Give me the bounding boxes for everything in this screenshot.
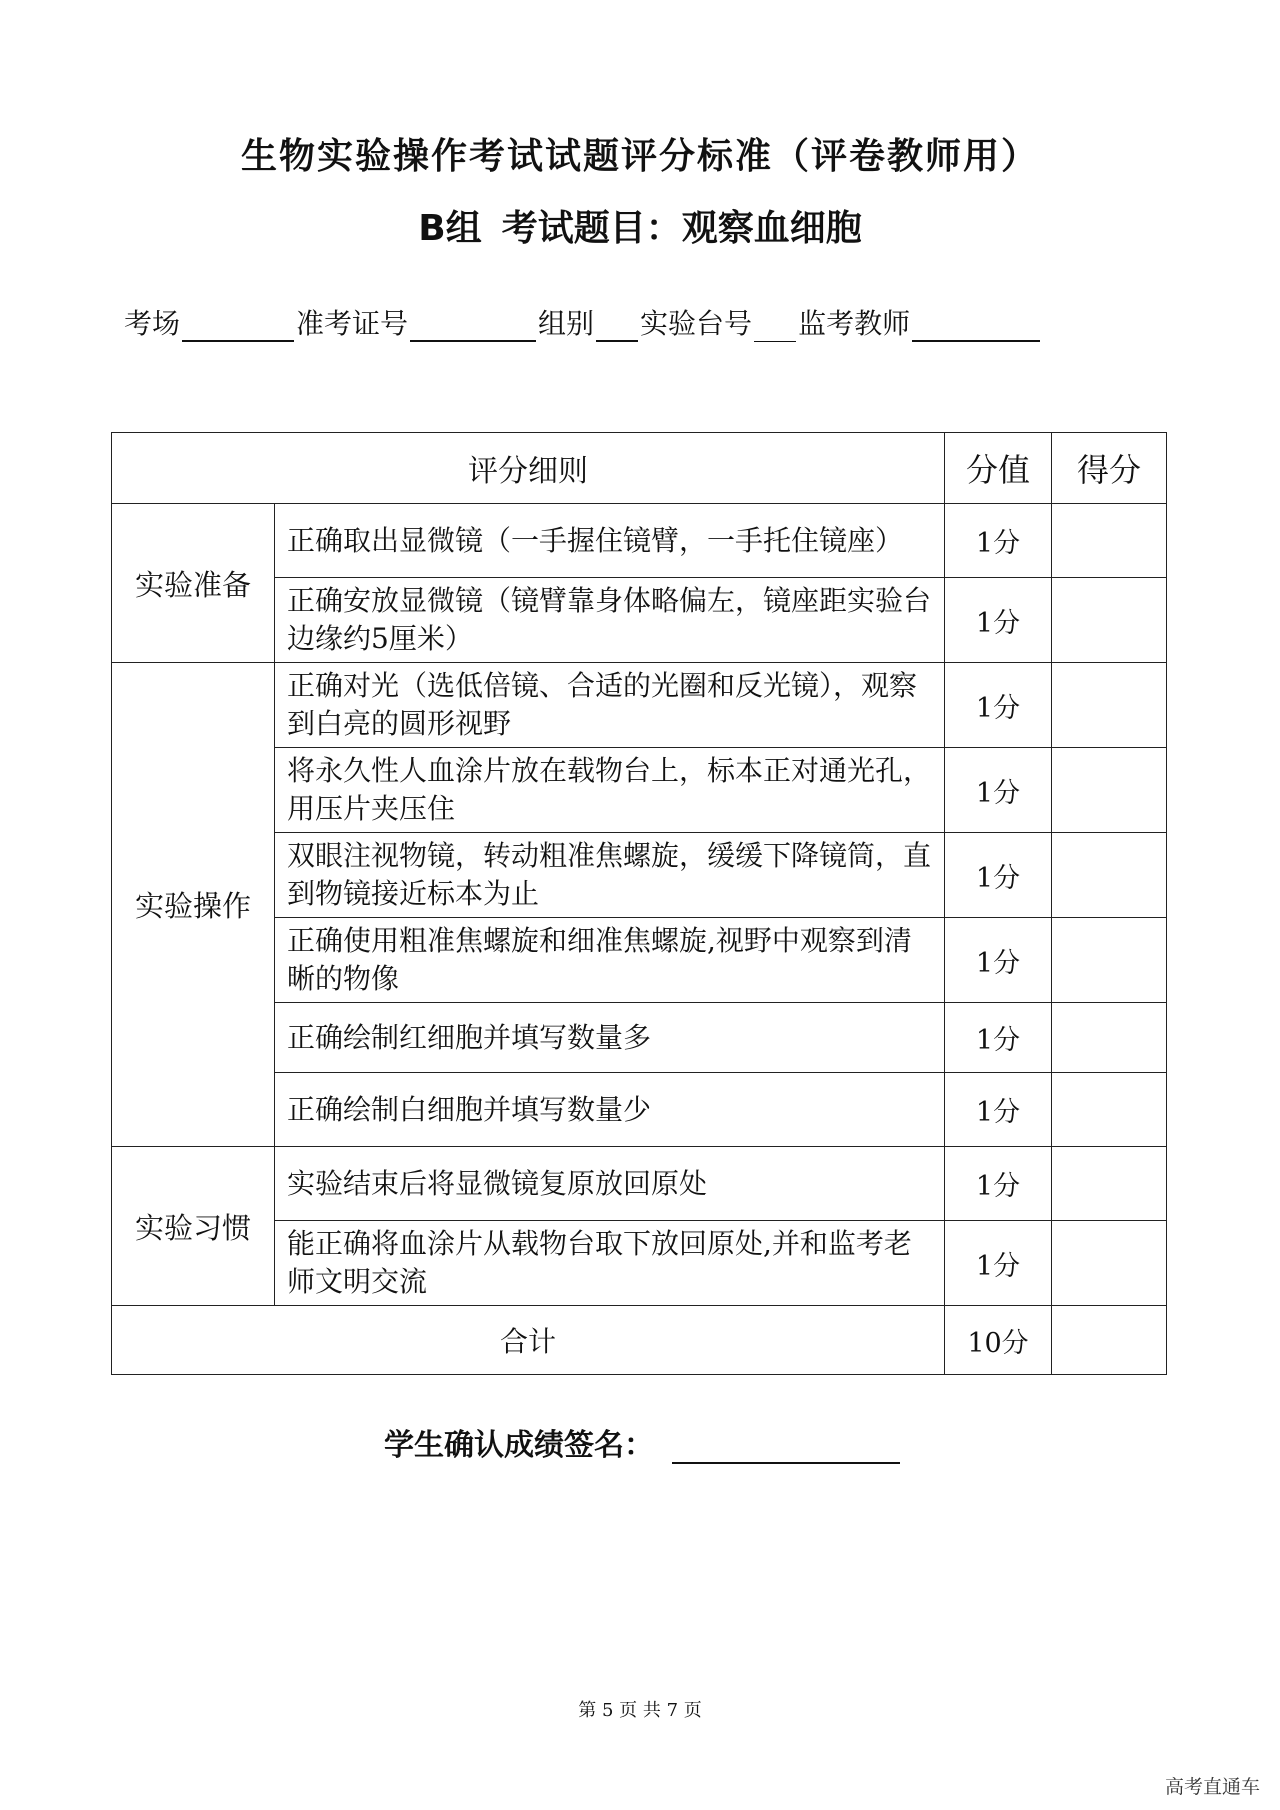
- page-title: 生物实验操作考试试题评分标准（评卷教师用）: [240, 136, 1039, 177]
- rule-score: 1分: [945, 1003, 1052, 1073]
- watermark: 高考直通车: [1164, 1776, 1260, 1798]
- proctor-field[interactable]: [912, 310, 1040, 342]
- bench-number-field[interactable]: [754, 311, 796, 342]
- rule-score: 1分: [945, 1221, 1052, 1306]
- total-score: 10分: [945, 1306, 1052, 1375]
- rule-score: 1分: [945, 663, 1052, 748]
- rule-score: 1分: [945, 918, 1052, 1003]
- bench-number-label: 实验台号: [640, 307, 753, 340]
- score-cell[interactable]: [1052, 1221, 1167, 1306]
- page-footer: 第 5 页 共 7 页: [578, 1700, 702, 1721]
- rule-text: 能正确将血涂片从载物台取下放回原处,并和监考老师文明交流: [275, 1221, 945, 1306]
- total-label: 合计: [112, 1306, 945, 1375]
- exam-room-field[interactable]: [182, 310, 294, 342]
- rule-score: 1分: [945, 1073, 1052, 1147]
- total-row: [112, 1306, 1167, 1375]
- rule-text: 正确安放显微镜（镜臂靠身体略偏左，镜座距实验台边缘约5厘米）: [275, 578, 945, 663]
- page-subtitle: [0, 200, 1280, 251]
- score-cell[interactable]: [1052, 1147, 1167, 1221]
- signature-label: 学生确认成绩签名：: [384, 1428, 654, 1463]
- exam-info-line: [124, 302, 1042, 342]
- score-cell[interactable]: [1052, 504, 1167, 578]
- header-got: 得分: [1052, 433, 1167, 504]
- signature-line: [384, 1420, 902, 1464]
- category-prep: 实验准备: [112, 504, 275, 663]
- rule-score: 1分: [945, 833, 1052, 918]
- rule-text: 正确绘制红细胞并填写数量多: [275, 1003, 945, 1073]
- rule-text: 实验结束后将显微镜复原放回原处: [275, 1147, 945, 1221]
- category-operation: 实验操作: [112, 663, 275, 1147]
- score-cell[interactable]: [1052, 1073, 1167, 1147]
- rule-text: 正确对光（选低倍镜、合适的光圈和反光镜），观察到白亮的圆形视野: [275, 663, 945, 748]
- table-row: [112, 504, 1167, 578]
- score-cell[interactable]: [1052, 578, 1167, 663]
- proctor-label: 监考教师: [798, 307, 911, 340]
- group-field[interactable]: [596, 310, 638, 342]
- category-habit: 实验习惯: [112, 1147, 275, 1306]
- table-header-row: [112, 433, 1167, 504]
- score-cell[interactable]: [1052, 748, 1167, 833]
- score-cell[interactable]: [1052, 1003, 1167, 1073]
- rule-text: 正确取出显微镜（一手握住镜臂，一手托住镜座）: [275, 504, 945, 578]
- exam-topic: 考试题目：观察血细胞: [501, 208, 862, 249]
- score-cell[interactable]: [1052, 833, 1167, 918]
- table-row: [112, 663, 1167, 748]
- rule-score: 1分: [945, 504, 1052, 578]
- score-cell[interactable]: [1052, 663, 1167, 748]
- admission-number-label: 准考证号: [296, 307, 409, 340]
- rule-score: 1分: [945, 578, 1052, 663]
- total-got-cell[interactable]: [1052, 1306, 1167, 1375]
- rule-score: 1分: [945, 748, 1052, 833]
- admission-number-field[interactable]: [410, 310, 536, 342]
- header-rule: 评分细则: [112, 433, 945, 504]
- exam-room-label: 考场: [124, 307, 181, 340]
- rule-text: 正确使用粗准焦螺旋和细准焦螺旋,视野中观察到清晰的物像: [275, 918, 945, 1003]
- rule-score: 1分: [945, 1147, 1052, 1221]
- signature-field[interactable]: [672, 1430, 900, 1464]
- score-cell[interactable]: [1052, 918, 1167, 1003]
- scoring-table: [111, 432, 1167, 1375]
- table-row: [112, 1147, 1167, 1221]
- group-label: B组: [418, 208, 482, 249]
- group-field-label: 组别: [538, 307, 595, 340]
- rule-text: 正确绘制白细胞并填写数量少: [275, 1073, 945, 1147]
- rule-text: 双眼注视物镜，转动粗准焦螺旋，缓缓下降镜筒，直到物镜接近标本为止: [275, 833, 945, 918]
- rule-text: 将永久性人血涂片放在载物台上，标本正对通光孔，用压片夹压住: [275, 748, 945, 833]
- header-score: 分值: [945, 433, 1052, 504]
